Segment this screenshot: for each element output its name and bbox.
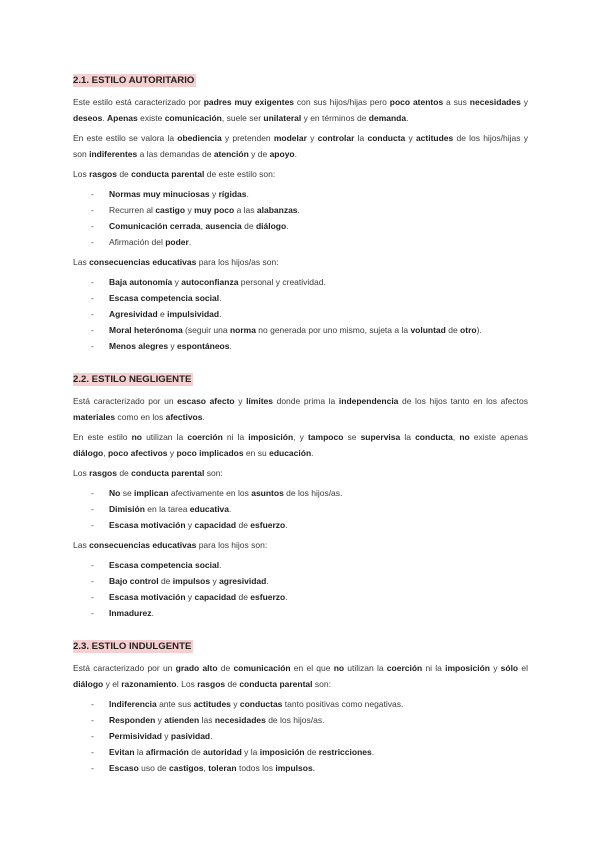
text-run: . bbox=[219, 293, 222, 303]
text-run: de bbox=[236, 520, 251, 530]
bullet-list bbox=[73, 485, 528, 533]
bold-text: voluntad bbox=[410, 325, 446, 335]
bold-text: capacidad bbox=[194, 520, 237, 530]
bold-text: imposición bbox=[248, 432, 294, 442]
list-item bbox=[73, 234, 528, 250]
text-run: y bbox=[210, 576, 220, 586]
bold-text: Indiferencia bbox=[109, 699, 157, 709]
text-run: de bbox=[116, 169, 132, 179]
text-run: y la bbox=[241, 747, 260, 757]
bold-text: Escasa motivación bbox=[109, 592, 186, 602]
bullet-list bbox=[73, 274, 528, 354]
text-run: de bbox=[241, 221, 256, 231]
text-run: tanto positivas como negativas. bbox=[282, 699, 404, 709]
bold-text: Inmadurez bbox=[109, 608, 152, 618]
bold-text: espontáneos bbox=[177, 341, 230, 351]
bold-text: educación bbox=[269, 448, 312, 458]
text-run: uso de bbox=[138, 763, 170, 773]
text-run: no generada por uno mismo, sujeta a la bbox=[255, 325, 411, 335]
text-run: . bbox=[371, 747, 375, 757]
bold-text: escaso afecto bbox=[177, 396, 235, 406]
text-run: de bbox=[236, 592, 251, 602]
text-run: . bbox=[285, 592, 288, 602]
text-run: y bbox=[234, 396, 247, 406]
text-run: la bbox=[134, 747, 146, 757]
bold-text: afirmación bbox=[145, 747, 189, 757]
text-run: existe apenas bbox=[469, 432, 528, 442]
dash-bullet-icon: - bbox=[91, 560, 94, 570]
bold-text: asuntos bbox=[251, 488, 284, 498]
bold-text: restricciones bbox=[318, 747, 372, 757]
text-run: de los hijos tanto en los afectos bbox=[398, 396, 528, 406]
text-run: la bbox=[354, 133, 368, 143]
dash-bullet-icon: - bbox=[91, 309, 94, 319]
bold-text: Escasa competencia social bbox=[109, 293, 220, 303]
bold-text: Escasa motivación bbox=[109, 520, 186, 530]
dash-bullet-icon: - bbox=[91, 608, 94, 618]
bold-text: otro bbox=[460, 325, 477, 335]
bold-text: Evitan bbox=[109, 747, 135, 757]
bold-text: tampoco bbox=[307, 432, 344, 442]
text-run: ni la bbox=[222, 432, 249, 442]
section bbox=[73, 636, 528, 776]
text-run: de bbox=[217, 663, 234, 673]
text-run: y bbox=[167, 448, 177, 458]
dash-bullet-icon: - bbox=[91, 747, 94, 757]
list-item bbox=[73, 517, 528, 533]
text-run: ni la bbox=[422, 663, 446, 673]
section bbox=[73, 369, 528, 621]
text-run: , bbox=[452, 432, 460, 442]
bold-text: indiferentes bbox=[89, 149, 138, 159]
bold-text: sólo bbox=[500, 663, 519, 673]
bold-text: rasgos bbox=[89, 169, 117, 179]
text-run: de bbox=[445, 325, 461, 335]
text-run: . bbox=[285, 520, 288, 530]
text-run: de bbox=[116, 468, 132, 478]
text-run: y bbox=[161, 731, 171, 741]
text-run: y bbox=[306, 133, 318, 143]
text-run: ante sus bbox=[156, 699, 194, 709]
bold-text: toleran bbox=[208, 763, 237, 773]
paragraph bbox=[73, 166, 528, 182]
bold-text: Apenas bbox=[107, 113, 138, 123]
bold-text: unilateral bbox=[263, 113, 302, 123]
text-run: personal y creatividad. bbox=[238, 277, 326, 287]
list-item bbox=[73, 605, 528, 621]
dash-bullet-icon: - bbox=[91, 520, 94, 530]
bold-text: implican bbox=[134, 488, 169, 498]
bold-text: diálogo bbox=[255, 221, 287, 231]
text-run: son: bbox=[204, 468, 223, 478]
bold-text: rasgos bbox=[89, 468, 117, 478]
bold-text: razonamiento bbox=[121, 679, 177, 689]
bold-text: actitudes bbox=[415, 133, 454, 143]
bold-text: esfuerzo bbox=[250, 592, 286, 602]
text-run: , suele ser bbox=[221, 113, 264, 123]
text-run: , y bbox=[293, 432, 308, 442]
list-item bbox=[73, 573, 528, 589]
text-run: . bbox=[266, 576, 269, 586]
text-run: y pretenden bbox=[221, 133, 274, 143]
text-run: de los hijos/hijas y son bbox=[73, 133, 528, 159]
text-run: con sus hijos/hijas pero bbox=[294, 97, 390, 107]
text-run: Está caracterizado por un bbox=[73, 396, 178, 406]
list-item bbox=[73, 485, 528, 501]
text-run: y bbox=[209, 189, 219, 199]
bold-text: rígidas bbox=[218, 189, 247, 199]
dash-bullet-icon: - bbox=[91, 189, 94, 199]
dash-bullet-icon: - bbox=[91, 488, 94, 498]
text-run: donde prima la bbox=[273, 396, 339, 406]
bold-text: independencia bbox=[338, 396, 399, 406]
bold-text: pasividad bbox=[170, 731, 211, 741]
dash-bullet-icon: - bbox=[91, 325, 94, 335]
paragraph bbox=[73, 537, 528, 553]
list-item bbox=[73, 322, 528, 338]
bold-text: autoconfianza bbox=[181, 277, 239, 287]
text-run: de bbox=[304, 747, 319, 757]
text-run: . bbox=[312, 763, 316, 773]
bold-text: Baja autonomía bbox=[109, 277, 173, 287]
text-run: a sus bbox=[443, 97, 470, 107]
text-run: de bbox=[188, 747, 204, 757]
list-item bbox=[73, 501, 528, 517]
dash-bullet-icon: - bbox=[91, 293, 94, 303]
bold-text: coerción bbox=[187, 432, 223, 442]
text-run: Las bbox=[73, 540, 90, 550]
dash-bullet-icon: - bbox=[91, 715, 94, 725]
text-run: En este estilo bbox=[73, 432, 132, 442]
text-run: . bbox=[202, 412, 205, 422]
bold-text: poder bbox=[165, 237, 189, 247]
text-run: a las demandas de bbox=[137, 149, 214, 159]
dash-bullet-icon: - bbox=[91, 341, 94, 351]
text-run: . bbox=[311, 448, 314, 458]
text-run: . bbox=[286, 221, 289, 231]
dash-bullet-icon: - bbox=[91, 205, 94, 215]
bold-text: esfuerzo bbox=[250, 520, 286, 530]
list-item bbox=[73, 760, 528, 776]
list-item bbox=[73, 274, 528, 290]
bold-text: educativa bbox=[189, 504, 230, 514]
bold-text: norma bbox=[229, 325, 256, 335]
dash-bullet-icon: - bbox=[91, 221, 94, 231]
bold-text: conducta parental bbox=[239, 679, 313, 689]
text-run: Los bbox=[73, 169, 90, 179]
text-run: y en términos de bbox=[301, 113, 369, 123]
text-run: a las bbox=[234, 205, 257, 215]
bold-text: actitudes bbox=[193, 699, 231, 709]
bold-text: Dimisión bbox=[109, 504, 145, 514]
paragraph bbox=[73, 254, 528, 270]
text-run: y el bbox=[103, 679, 122, 689]
section-heading: 2.3. ESTILO INDULGENTE bbox=[73, 641, 192, 652]
text-run: son: bbox=[312, 679, 331, 689]
bold-text: imposición bbox=[259, 747, 305, 757]
list-item bbox=[73, 290, 528, 306]
text-run: Los bbox=[73, 468, 90, 478]
bold-text: impulsos bbox=[172, 576, 211, 586]
paragraph bbox=[73, 130, 528, 162]
text-run: y bbox=[185, 592, 195, 602]
text-run: afectivamente en los bbox=[168, 488, 252, 498]
text-run: . bbox=[246, 189, 249, 199]
text-run: las bbox=[199, 715, 215, 725]
bold-text: poco implicados bbox=[176, 448, 244, 458]
text-run: la bbox=[400, 432, 416, 442]
dash-bullet-icon: - bbox=[91, 277, 94, 287]
text-run: utilizan la bbox=[344, 663, 387, 673]
text-run: . bbox=[297, 205, 300, 215]
bold-text: poco atentos bbox=[389, 97, 444, 107]
text-run: , bbox=[203, 763, 209, 773]
text-run: ). bbox=[476, 325, 482, 335]
bold-text: padres muy exigentes bbox=[203, 97, 295, 107]
bold-text: consecuencias educativas bbox=[89, 257, 197, 267]
bold-text: comunicación bbox=[164, 113, 222, 123]
bold-text: demanda bbox=[368, 113, 407, 123]
text-run: de bbox=[158, 576, 173, 586]
bullet-list bbox=[73, 557, 528, 621]
text-run: en su bbox=[243, 448, 270, 458]
paragraph bbox=[73, 429, 528, 461]
list-item bbox=[73, 744, 528, 760]
text-run: se bbox=[120, 488, 135, 498]
bold-text: no bbox=[459, 432, 470, 442]
paragraph bbox=[73, 465, 528, 481]
bold-text: Escaso bbox=[109, 763, 139, 773]
text-run: . bbox=[229, 341, 232, 351]
bold-text: Permisividad bbox=[109, 731, 162, 741]
text-run: Este estilo está caracterizado por bbox=[73, 97, 204, 107]
bold-text: castigo bbox=[155, 205, 186, 215]
text-run: . bbox=[151, 608, 154, 618]
bold-text: consecuencias educativas bbox=[89, 540, 197, 550]
text-run: y bbox=[405, 133, 416, 143]
list-item bbox=[73, 728, 528, 744]
bold-text: apoyo bbox=[269, 149, 295, 159]
text-run: se bbox=[343, 432, 361, 442]
text-run: Está caracterizado por un bbox=[73, 663, 176, 673]
paragraph bbox=[73, 660, 528, 692]
bold-text: muy poco bbox=[194, 205, 235, 215]
dash-bullet-icon: - bbox=[91, 731, 94, 741]
list-item bbox=[73, 186, 528, 202]
dash-bullet-icon: - bbox=[91, 699, 94, 709]
paragraph bbox=[73, 393, 528, 425]
text-run: el bbox=[518, 663, 528, 673]
text-run: , bbox=[103, 448, 108, 458]
bold-text: deseos bbox=[73, 113, 103, 123]
document-body bbox=[73, 70, 528, 780]
text-run: todos los bbox=[236, 763, 276, 773]
text-run: , bbox=[200, 221, 206, 231]
bold-text: conductas bbox=[239, 699, 283, 709]
text-run: Las bbox=[73, 257, 90, 267]
dash-bullet-icon: - bbox=[91, 763, 94, 773]
bold-text: Agresividad bbox=[109, 309, 158, 319]
text-run: y bbox=[489, 663, 501, 673]
bold-text: capacidad bbox=[194, 592, 237, 602]
bold-text: límites bbox=[246, 396, 273, 406]
section-heading: 2.1. ESTILO AUTORITARIO bbox=[73, 75, 195, 86]
list-item bbox=[73, 557, 528, 573]
bold-text: no bbox=[333, 663, 345, 673]
text-run: . bbox=[210, 731, 213, 741]
text-run: para los hijos son: bbox=[196, 540, 268, 550]
text-run: de los hijos/as. bbox=[265, 715, 325, 725]
bold-text: coerción bbox=[386, 663, 423, 673]
list-item bbox=[73, 306, 528, 322]
text-run: utilizan la bbox=[141, 432, 188, 442]
bold-text: conducta bbox=[415, 432, 453, 442]
text-run: de este estilo son: bbox=[204, 169, 276, 179]
bold-text: agresividad bbox=[219, 576, 267, 586]
bold-text: conducta parental bbox=[131, 468, 205, 478]
text-run: e bbox=[157, 309, 168, 319]
bold-text: grado alto bbox=[175, 663, 218, 673]
paragraph bbox=[73, 94, 528, 126]
list-item bbox=[73, 338, 528, 354]
bold-text: Moral heterónoma bbox=[109, 325, 183, 335]
list-item bbox=[73, 202, 528, 218]
text-run: . bbox=[294, 149, 297, 159]
text-run: . bbox=[406, 113, 409, 123]
list-item bbox=[73, 218, 528, 234]
bold-text: impulsividad bbox=[167, 309, 220, 319]
text-run: Afirmación del bbox=[109, 237, 166, 247]
bold-text: conducta bbox=[367, 133, 406, 143]
bold-text: castigos bbox=[169, 763, 204, 773]
dash-bullet-icon: - bbox=[91, 592, 94, 602]
bold-text: autoridad bbox=[203, 747, 242, 757]
dash-bullet-icon: - bbox=[91, 576, 94, 586]
text-run: (seguir una bbox=[182, 325, 230, 335]
bullet-list bbox=[73, 186, 528, 250]
text-run: de bbox=[225, 679, 240, 689]
bold-text: imposición bbox=[445, 663, 490, 673]
bullet-list bbox=[73, 696, 528, 776]
bold-text: conducta parental bbox=[131, 169, 205, 179]
text-run: . bbox=[219, 309, 222, 319]
text-run: . bbox=[219, 560, 222, 570]
list-item bbox=[73, 696, 528, 712]
bold-text: modelar bbox=[273, 133, 307, 143]
list-item bbox=[73, 589, 528, 605]
bold-text: atienden bbox=[164, 715, 200, 725]
text-run: y bbox=[185, 520, 195, 530]
bold-text: Normas muy minuciosas bbox=[109, 189, 210, 199]
bold-text: obediencia bbox=[177, 133, 222, 143]
text-run: y bbox=[230, 699, 240, 709]
text-run: existe bbox=[137, 113, 165, 123]
text-run: En este estilo se valora la bbox=[73, 133, 178, 143]
bold-text: comunicación bbox=[233, 663, 291, 673]
bold-text: atención bbox=[213, 149, 249, 159]
bold-text: No bbox=[109, 488, 121, 498]
bold-text: necesidades bbox=[214, 715, 266, 725]
bold-text: poco afectivos bbox=[107, 448, 168, 458]
dash-bullet-icon: - bbox=[91, 504, 94, 514]
text-run: y bbox=[520, 97, 528, 107]
bold-text: Menos alegres bbox=[109, 341, 169, 351]
section bbox=[73, 70, 528, 354]
bold-text: impulsos bbox=[275, 763, 313, 773]
text-run: para los hijos/as son: bbox=[196, 257, 279, 267]
text-run: y bbox=[168, 341, 178, 351]
bold-text: rasgos bbox=[197, 679, 226, 689]
text-run: en el que bbox=[290, 663, 334, 673]
bold-text: diálogo bbox=[73, 448, 104, 458]
text-run: en la tarea bbox=[144, 504, 190, 514]
text-run: . Los bbox=[176, 679, 198, 689]
section-heading: 2.2. ESTILO NEGLIGENTE bbox=[73, 374, 192, 385]
text-run: y bbox=[185, 205, 195, 215]
list-item bbox=[73, 712, 528, 728]
bold-text: no bbox=[131, 432, 142, 442]
bold-text: ausencia bbox=[205, 221, 242, 231]
text-run: y bbox=[155, 715, 165, 725]
text-run: Recurren al bbox=[109, 205, 156, 215]
bold-text: Responden bbox=[109, 715, 156, 725]
text-run: y de bbox=[248, 149, 270, 159]
text-run: . bbox=[102, 113, 108, 123]
bold-text: Bajo control bbox=[109, 576, 159, 586]
bold-text: Escasa competencia social bbox=[109, 560, 220, 570]
text-run: de los hijos/as. bbox=[283, 488, 343, 498]
bold-text: materiales bbox=[73, 412, 116, 422]
bold-text: Comunicación cerrada bbox=[109, 221, 201, 231]
text-run: como en los bbox=[115, 412, 166, 422]
text-run: . bbox=[229, 504, 232, 514]
bold-text: alabanzas bbox=[256, 205, 298, 215]
text-run: y bbox=[172, 277, 182, 287]
bold-text: necesidades bbox=[469, 97, 521, 107]
bold-text: diálogo bbox=[73, 679, 104, 689]
text-run: . bbox=[188, 237, 192, 247]
bold-text: afectivos bbox=[165, 412, 203, 422]
dash-bullet-icon: - bbox=[91, 237, 94, 247]
bold-text: supervisa bbox=[360, 432, 401, 442]
bold-text: controlar bbox=[317, 133, 355, 143]
